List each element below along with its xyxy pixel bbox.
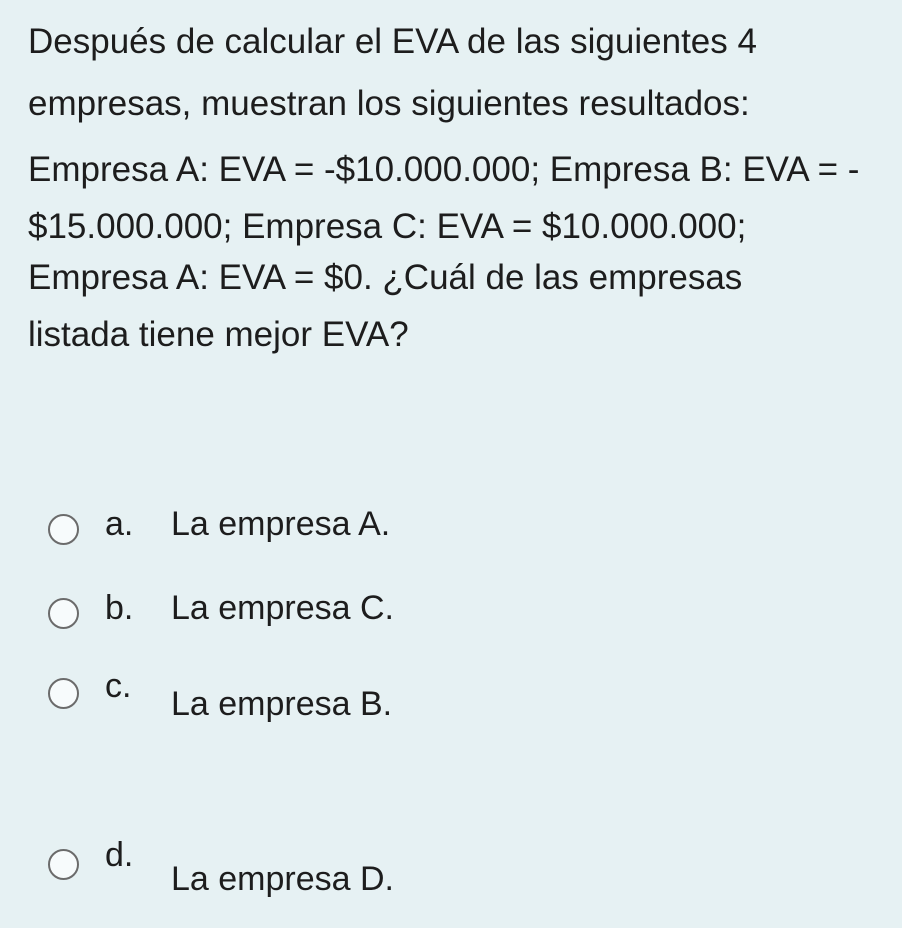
radio-button-c[interactable] <box>48 678 79 709</box>
option-label-b[interactable]: La empresa C. <box>171 589 394 627</box>
question-line-5: Empresa A: EVA = $0. ¿Cuál de las empresas <box>28 258 743 297</box>
option-letter-b: b. <box>105 589 134 627</box>
radio-button-a[interactable] <box>48 514 79 545</box>
question-line-4: $15.000.000; Empresa C: EVA = $10.000.000; <box>28 207 747 246</box>
option-letter-a: a. <box>105 505 134 543</box>
question-line-3: Empresa A: EVA = -$10.000.000; Empresa B: EVA = - <box>28 150 860 189</box>
question-line-2: empresas, muestran los siguientes resultados: <box>28 84 750 123</box>
radio-button-b[interactable] <box>48 598 79 629</box>
option-label-c[interactable]: La empresa B. <box>171 685 393 723</box>
option-letter-d: d. <box>105 836 134 874</box>
radio-button-d[interactable] <box>48 849 79 880</box>
question-line-1: Después de calcular el EVA de las siguientes 4 <box>28 22 757 61</box>
question-line-6: listada tiene mejor EVA? <box>28 315 409 354</box>
option-letter-c: c. <box>105 667 132 705</box>
option-label-d[interactable]: La empresa D. <box>171 860 394 898</box>
option-label-a[interactable]: La empresa A. <box>171 505 391 543</box>
